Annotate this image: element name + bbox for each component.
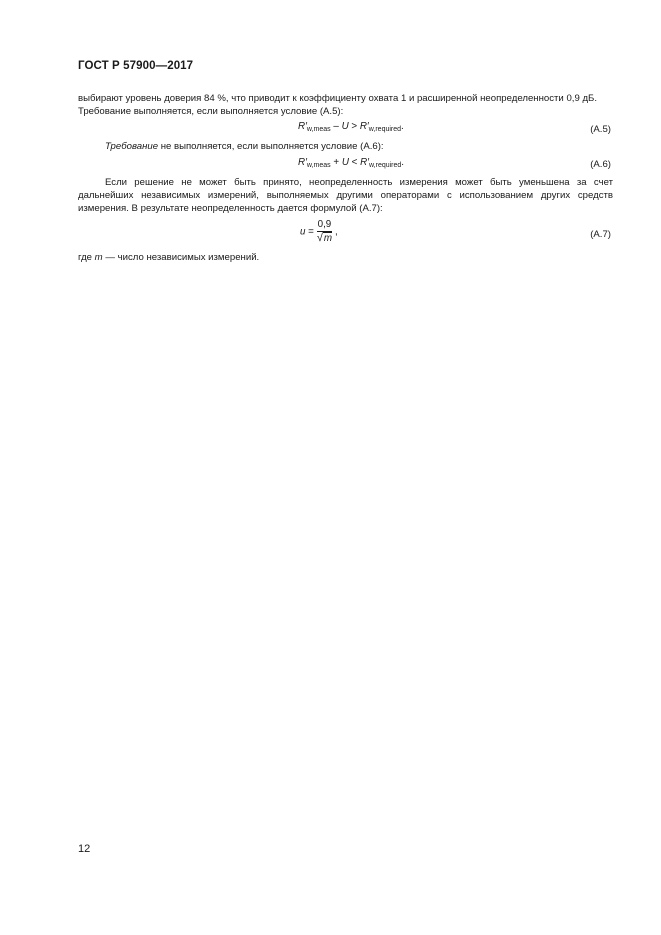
formula-a7 [300, 219, 338, 245]
paragraph-requirement-italic: Требование [105, 141, 159, 152]
paragraph-requirement-not-met [78, 140, 613, 153]
paragraph-where-prefix: где [78, 252, 95, 263]
formula-a6-lhs: R′ [298, 157, 307, 168]
paragraph-requirement-met: Требование выполняется, если выполняется условие (А.5): [78, 106, 344, 117]
document-header: ГОСТ Р 57900—2017 [78, 60, 194, 72]
formula-a7-denominator [317, 232, 333, 245]
formula-a5 [298, 121, 404, 133]
formula-a5-var: U [341, 121, 349, 132]
equation-number-a6: (А.6) [590, 159, 611, 170]
sqrt-icon: √ [316, 232, 323, 244]
formula-a5-op2: > [348, 121, 360, 132]
formula-a6-var: U [341, 157, 349, 168]
formula-a6-op2: < [348, 157, 361, 168]
formula-a7-radicand: m [323, 233, 333, 244]
formula-a5-rhs-sub: w,required [368, 126, 402, 133]
formula-a7-fraction [317, 219, 333, 245]
formula-a7-lhs: u [300, 226, 306, 238]
formula-a5-rhs: R′ [359, 121, 369, 132]
formula-a6-op1: + [330, 157, 342, 168]
formula-a5-op1: – [330, 121, 342, 132]
formula-a6-rhs-sub: w,required [369, 162, 402, 169]
equation-number-a7: (А.7) [590, 229, 611, 240]
paragraph-where-m [78, 251, 613, 264]
paragraph-confidence-level: выбирают уровень доверия 84 %, что приводит к коэффициенту охвата 1 и расширенной неопределенности 0,9 дБ. [78, 93, 598, 104]
paragraph-requirement-rest: не выполняется, если выполняется условие (А.6): [158, 141, 384, 152]
formula-a6 [298, 157, 404, 169]
formula-a6-rhs: R′ [360, 157, 369, 168]
formula-a7-eq: = [305, 226, 317, 238]
paragraph-further-measurements: Если решение не может быть принято, неопределенность измерения может быть уменьшена за счет дальнейших независимых измерений, выполняемых другими операторами с использованием других средств измерения. В результате неопределенность дается формулой (А.7): [78, 177, 613, 214]
formula-a5-lhs: R′ [298, 121, 307, 132]
formula-a7-end: , [332, 226, 338, 238]
formula-a5-end: . [401, 121, 404, 132]
paragraph-where-rest: — число независимых измерений. [102, 252, 260, 263]
formula-a5-lhs-sub: w,meas [306, 126, 331, 133]
page-number: 12 [78, 843, 91, 855]
formula-a6-end: . [401, 157, 405, 168]
formula-a6-lhs-sub: w,meas [306, 162, 331, 169]
equation-number-a5: (А.5) [590, 124, 611, 135]
formula-a7-numerator: 0,9 [317, 219, 332, 230]
paragraph-where-var: m [94, 252, 103, 263]
